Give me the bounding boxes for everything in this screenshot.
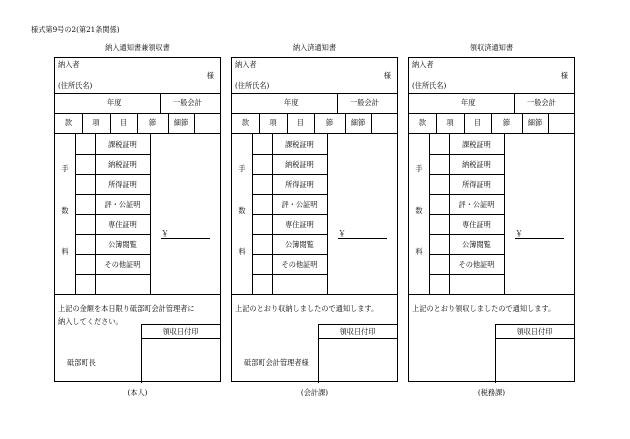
account-label: 一般会計 [350, 98, 379, 107]
form-title: 領収済通知書 [469, 43, 514, 52]
account-column-header: 節 [325, 118, 334, 127]
account-column-header: 節 [148, 118, 157, 127]
honorific: 様 [383, 71, 391, 80]
signatory: 砥部町会計管理者様 [244, 358, 309, 367]
form-title: 納入通知書兼領収書 [105, 43, 170, 52]
message-line: 上記の金額を本日限り砥部町会計管理者に [58, 304, 195, 313]
fee-item: 評・公証明 [458, 200, 495, 209]
fee-character: 手 [415, 164, 423, 173]
fee-item: 公簿閲覧 [462, 240, 491, 249]
address-label: (住所氏名) [412, 81, 447, 90]
fee-item: 課税証明 [108, 140, 137, 149]
fee-item: 納税証明 [285, 160, 314, 169]
signatory: 砥部町長 [67, 358, 96, 367]
payer-label: 納入者 [412, 60, 434, 69]
honorific: 様 [560, 71, 568, 80]
fee-character: 数 [238, 206, 246, 215]
account-column-header: 目 [119, 118, 128, 127]
account-label: 一般会計 [173, 98, 202, 107]
message-line: 上記のとおり収納しましたので通知します。 [235, 304, 379, 313]
message [412, 302, 555, 315]
copy-label: (税務課) [477, 388, 506, 397]
fee-item: 評・公証明 [104, 200, 141, 209]
account-column-header: 款 [418, 118, 427, 127]
stamp-label: 領収日付印 [339, 327, 376, 336]
fee-character: 手 [61, 164, 69, 173]
fee-item: その他証明 [104, 260, 141, 269]
message [235, 302, 378, 315]
account-column-header: 細節 [173, 118, 189, 127]
fee-character: 料 [415, 247, 423, 256]
form-panel [231, 57, 398, 382]
fee-character: 料 [238, 247, 246, 256]
form-number: 様式第9号の2(第21条関係) [31, 25, 120, 34]
fee-item: 課税証明 [285, 140, 314, 149]
fee-item: 納税証明 [108, 160, 137, 169]
account-column-header: 款 [64, 118, 73, 127]
fee-item: 所得証明 [108, 180, 137, 189]
account-label: 一般会計 [527, 98, 556, 107]
fee-item: 専住証明 [462, 220, 491, 229]
account-column-header: 目 [296, 118, 305, 127]
yen-mark: ￥ [338, 229, 346, 238]
fee-item: 専住証明 [285, 220, 314, 229]
message-line: 上記のとおり領収しましたので通知します。 [412, 304, 556, 313]
honorific: 様 [206, 71, 214, 80]
account-column-header: 節 [502, 118, 511, 127]
form-panel [408, 57, 575, 382]
yen-mark: ￥ [515, 229, 523, 238]
account-column-header: 項 [446, 118, 454, 127]
fee-item: 公簿閲覧 [285, 240, 314, 249]
fee-item: 公簿閲覧 [108, 240, 137, 249]
fee-item: 評・公証明 [281, 200, 318, 209]
account-column-header: 項 [269, 118, 277, 127]
account-column-header: 項 [92, 118, 100, 127]
form-title: 納入済通知書 [292, 43, 337, 52]
account-column-header: 款 [241, 118, 250, 127]
copy-label: (本人) [127, 388, 148, 397]
form-panel [54, 57, 221, 382]
fiscal-year-label: 年度 [461, 98, 476, 107]
payer-label: 納入者 [235, 60, 257, 69]
account-column-header: 細節 [350, 118, 366, 127]
fee-character: 数 [61, 206, 69, 215]
copy-label: (会計課) [300, 388, 329, 397]
fee-item: 所得証明 [462, 180, 491, 189]
account-column-header: 細節 [527, 118, 543, 127]
fee-item: 課税証明 [462, 140, 491, 149]
yen-mark: ￥ [161, 229, 169, 238]
fee-character: 料 [61, 247, 69, 256]
fiscal-year-label: 年度 [284, 98, 299, 107]
stamp-label: 領収日付印 [162, 327, 199, 336]
address-label: (住所氏名) [235, 81, 270, 90]
fee-character: 手 [238, 164, 246, 173]
fee-item: 所得証明 [285, 180, 314, 189]
fiscal-year-label: 年度 [107, 98, 122, 107]
message-line: 納入してください。 [58, 317, 123, 326]
account-column-header: 目 [473, 118, 482, 127]
stamp-label: 領収日付印 [516, 327, 553, 336]
payer-label: 納入者 [58, 60, 80, 69]
fee-character: 数 [415, 206, 423, 215]
fee-item: 専住証明 [108, 220, 137, 229]
fee-item: その他証明 [458, 260, 495, 269]
fee-item: その他証明 [281, 260, 318, 269]
address-label: (住所氏名) [58, 81, 93, 90]
fee-item: 納税証明 [462, 160, 491, 169]
